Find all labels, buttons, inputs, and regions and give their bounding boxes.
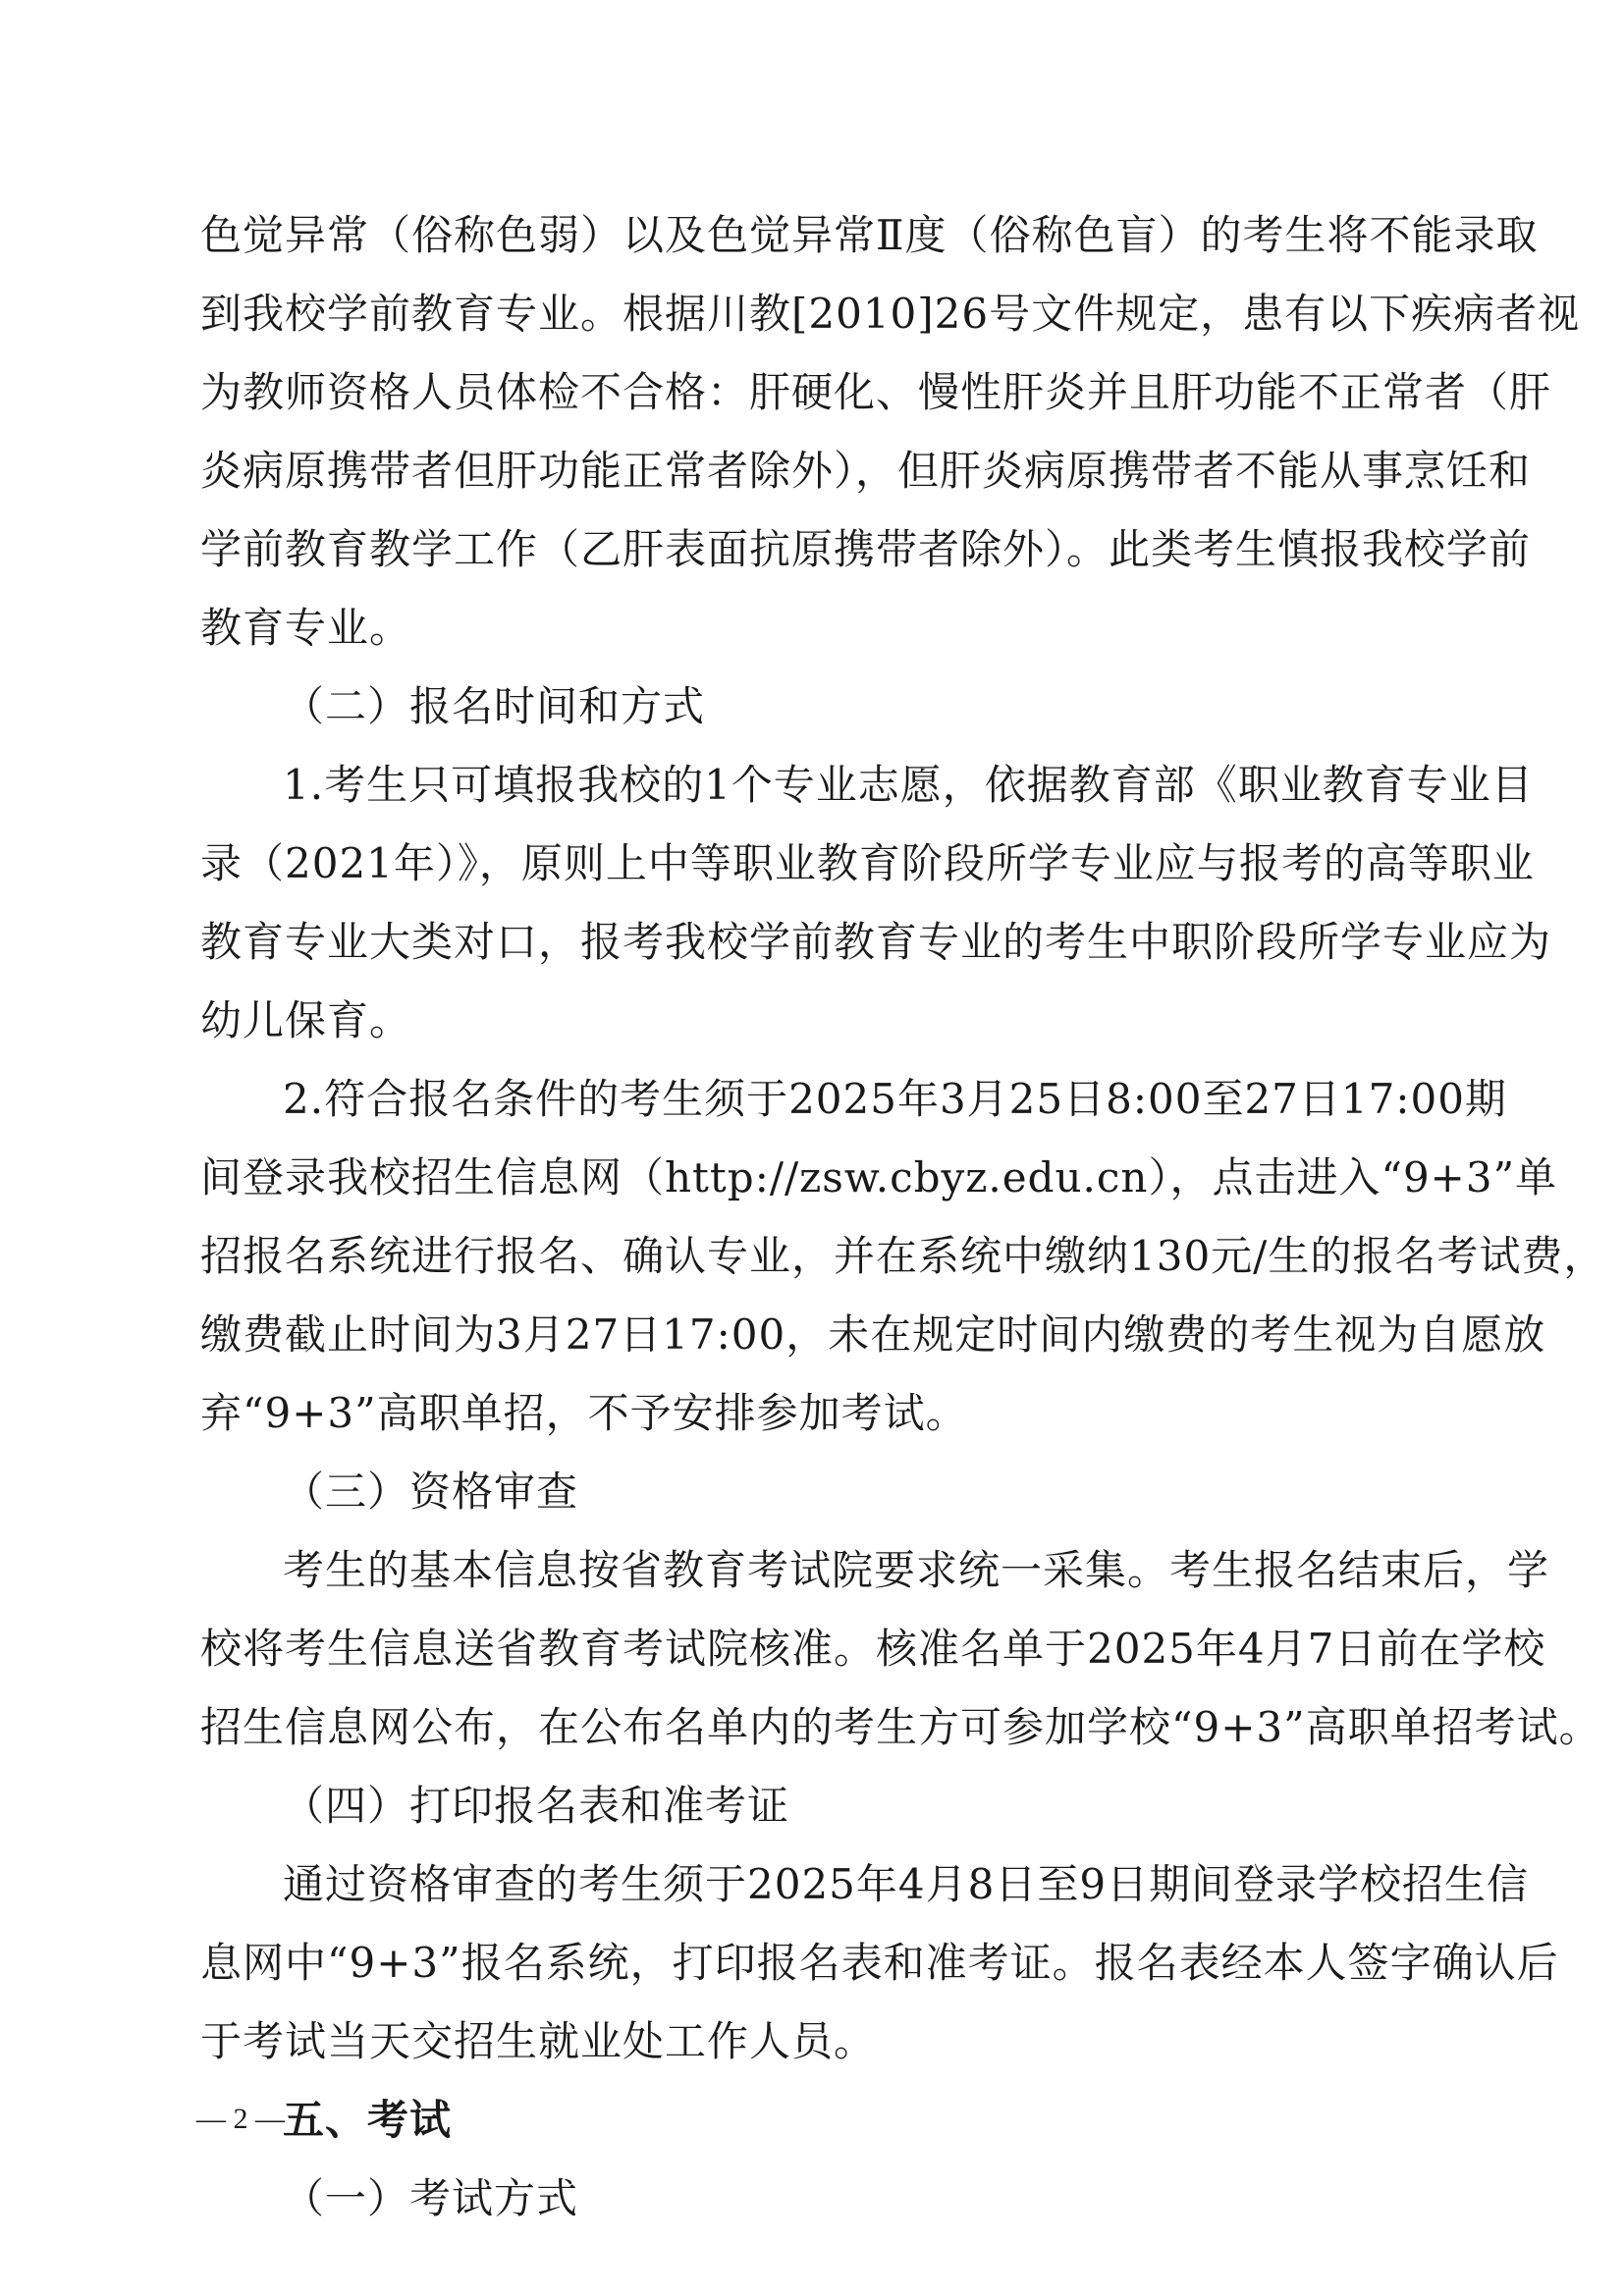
section-heading-exam: 五、考试 — [283, 2096, 453, 2144]
section-heading-registration: （二）报名时间和方式 — [283, 682, 706, 730]
text-line: 炎病原携带者但肝功能正常者除外），但肝炎病原携带者不能从事烹饪和 — [200, 447, 1532, 495]
page-number: — 2 — — [196, 2103, 285, 2135]
section-heading-qualification: （三）资格审查 — [283, 1468, 579, 1516]
text-line: 间登录我校招生信息网（http://zsw.cbyz.edu.cn），点击进入“9+3”单 — [200, 1153, 1558, 1201]
paragraph-qualification-review — [200, 1531, 1601, 1767]
paragraph-print-admission — [200, 1845, 1559, 2081]
text-line: 学前教育教学工作（乙肝表面抗原携带者除外）。此类考生慎报我校学前 — [200, 525, 1532, 573]
paragraph-major-choice — [200, 746, 1552, 1060]
text-line: 教育专业大类对口，报考我校学前教育专业的考生中职阶段所学专业应为 — [200, 918, 1552, 966]
text-line: 息网中“9+3”报名系统，打印报名表和准考证。报名表经本人签字确认后 — [200, 1939, 1559, 1987]
text-line: 幼儿保育。 — [200, 996, 412, 1044]
section-heading-print-admission: （四）打印报名表和准考证 — [283, 1782, 790, 1830]
text-line: 缴费截止时间为3月27日17:00，未在规定时间内缴费的考生视为自愿放 — [200, 1310, 1546, 1359]
text-line: 录（2021年）》，原则上中等职业教育阶段所学专业应与报考的高等职业 — [200, 839, 1535, 887]
text-line: 到我校学前教育专业。根据川教[2010]26号文件规定，患有以下疾病者视 — [200, 290, 1581, 338]
text-line: 2.符合报名条件的考生须于2025年3月25日8:00至27日17:00期 — [283, 1075, 1507, 1123]
section-heading-exam-method: （一）考试方式 — [283, 2174, 579, 2222]
paragraph-registration-time — [200, 1060, 1606, 1453]
text-line: 招生信息网公布，在公布名单内的考生方可参加学校“9+3”高职单招考试。 — [200, 1703, 1601, 1751]
text-line: 于考试当天交招生就业处工作人员。 — [200, 2017, 877, 2065]
text-line: 弃“9+3”高职单招，不予安排参加考试。 — [200, 1389, 968, 1437]
text-line: 1.考生只可填报我校的1个专业志愿，依据教育部《职业教育专业目 — [283, 761, 1534, 809]
document-body — [200, 196, 1606, 2238]
text-line: 招报名系统进行报名、确认专业，并在系统中缴纳130元/生的报名考试费， — [200, 1232, 1606, 1280]
text-line: 校将考生信息送省教育考试院核准。核准名单于2025年4月7日前在学校 — [200, 1625, 1546, 1673]
text-line: 色觉异常（俗称色弱）以及色觉异常Ⅱ度（俗称色盲）的考生将不能录取 — [200, 211, 1539, 259]
text-line: 考生的基本信息按省教育考试院要求统一采集。考生报名结束后，学 — [283, 1546, 1550, 1594]
text-line: 为教师资格人员体检不合格：肝硬化、慢性肝炎并且肝功能不正常者（肝 — [200, 368, 1552, 416]
paragraph-color-vision-health — [200, 196, 1581, 667]
text-line: 教育专业。 — [200, 604, 412, 652]
text-line: 通过资格审查的考生须于2025年4月8日至9日期间登录学校招生信 — [283, 1860, 1530, 1908]
